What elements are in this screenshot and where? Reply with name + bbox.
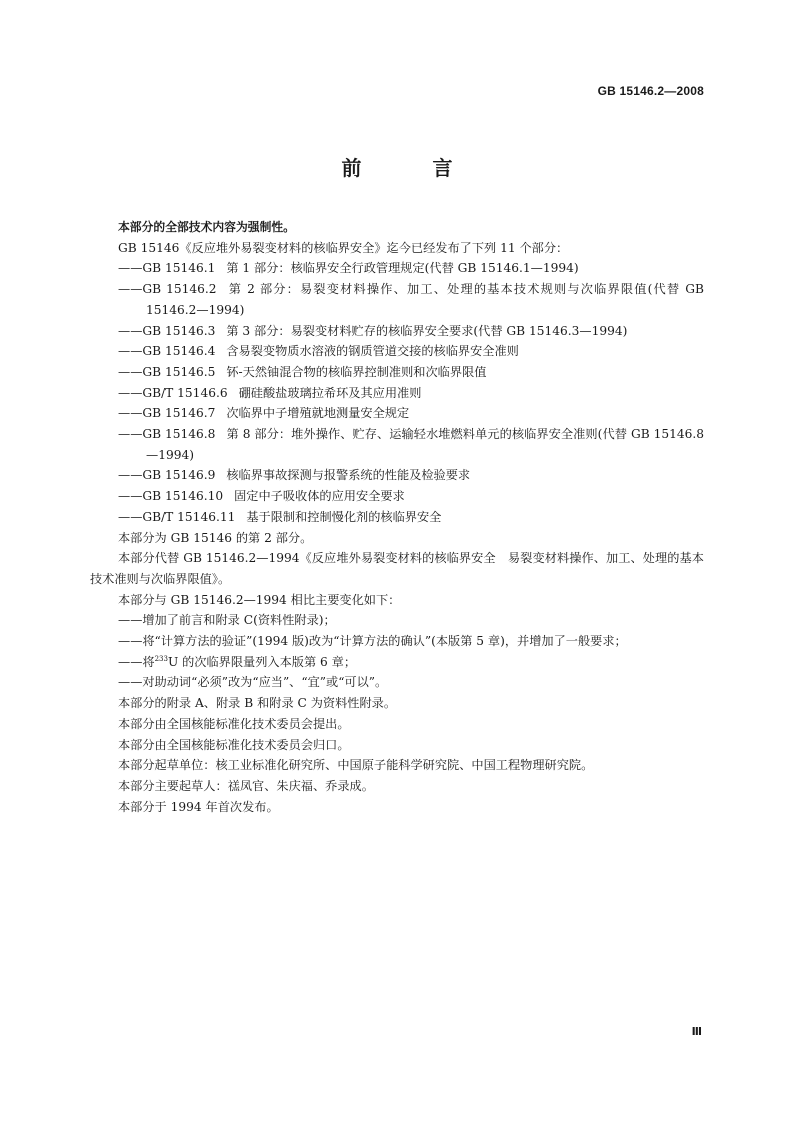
- part-title: 固定中子吸收体的应用安全要求: [234, 489, 405, 504]
- list-item: [90, 341, 704, 362]
- isotope-mass-number: 233: [154, 654, 168, 663]
- part-code: ——GB 15146.8: [118, 427, 216, 442]
- drafters: 本部分主要起草人：禚凤官、朱庆福、乔录成。: [118, 778, 374, 793]
- part-title: 基于限制和控制慢化剂的核临界安全: [246, 509, 442, 524]
- change-prefix: ——将: [118, 654, 155, 669]
- list-item: [90, 507, 704, 528]
- part-code: ——GB 15146.4: [118, 344, 216, 359]
- change-suffix: U 的次临界限量列入本版第 6 章；: [167, 654, 357, 669]
- part-code: ——GB 15146.5: [118, 364, 216, 379]
- part-code: ——GB 15146.9: [118, 468, 216, 483]
- part-title: 核临界事故探测与报警系统的性能及检验要求: [226, 468, 471, 483]
- list-item: ——将“计算方法的验证”(1994 版)改为“计算方法的确认”(本版第 5 章)，并增加了一般要求；: [118, 634, 627, 649]
- part-code: ——GB 15146.3: [118, 323, 216, 338]
- standard-code: GB 15146.2—2008: [597, 84, 704, 98]
- part-title: 硼硅酸盐玻璃拉希环及其应用准则: [238, 385, 422, 400]
- list-item: [90, 258, 704, 279]
- part-title: 次临界中子增殖就地测量安全规定: [226, 406, 410, 421]
- part-statement: 本部分为 GB 15146 的第 2 部分。: [118, 530, 313, 545]
- replaces-statement: 本部分代替 GB 15146.2—1994《反应堆外易裂变材料的核临界安全 易裂变材料操作、加工、处理的基本技术准则与次临界限值》。: [90, 551, 704, 586]
- first-issue: 本部分于 1994 年首次发布。: [118, 799, 279, 814]
- page-number: Ⅲ: [691, 1025, 702, 1038]
- list-item: [90, 486, 704, 507]
- part-code: ——GB 15146.1: [118, 261, 216, 276]
- changes-intro: 本部分与 GB 15146.2—1994 相比主要变化如下：: [118, 592, 401, 607]
- part-title: 第 2 部分：易裂变材料操作、加工、处理的基本技术规则与次临界限值(代替 GB 15146.2—1994): [146, 282, 705, 317]
- mandatory-statement: 本部分的全部技术内容为强制性。: [118, 220, 295, 234]
- managed-by: 本部分由全国核能标准化技术委员会归口。: [118, 737, 350, 752]
- list-item: [90, 383, 704, 404]
- part-title: 第 1 部分：核临界安全行政管理规定(代替 GB 15146.1—1994): [226, 261, 579, 276]
- annex-statement: 本部分的附录 A、附录 B 和附录 C 为资料性附录。: [118, 696, 397, 711]
- part-code: ——GB/T 15146.11: [118, 509, 236, 524]
- list-item: ——对助动词“必须”改为“应当”、“宜”或“可以”。: [118, 675, 388, 690]
- list-item: ——增加了前言和附录 C(资料性附录)；: [118, 613, 336, 628]
- page-title: 前 言: [341, 156, 485, 180]
- list-item: [90, 321, 704, 342]
- part-title: 含易裂变物质水溶液的钢质管道交接的核临界安全准则: [226, 344, 519, 359]
- part-code: ——GB/T 15146.6: [118, 385, 228, 400]
- foreword-body: [90, 217, 704, 817]
- list-item: [90, 652, 704, 673]
- list-item: [90, 362, 704, 383]
- list-item: [90, 465, 704, 486]
- part-code: ——GB 15146.2: [118, 282, 217, 297]
- part-code: ——GB 15146.7: [118, 406, 216, 421]
- changes-list: [90, 610, 704, 693]
- drafting-units: 本部分起草单位：核工业标准化研究所、中国原子能科学研究院、中国工程物理研究院。: [118, 758, 594, 773]
- part-code: ——GB 15146.10: [118, 489, 224, 504]
- parts-list: [90, 258, 704, 527]
- list-item: [90, 424, 704, 465]
- series-intro: GB 15146《反应堆外易裂变材料的核临界安全》迄今已经发布了下列 11 个部分：: [118, 240, 569, 255]
- proposed-by: 本部分由全国核能标准化技术委员会提出。: [118, 716, 350, 731]
- part-title: 第 3 部分：易裂变材料贮存的核临界安全要求(代替 GB 15146.3—1994): [226, 323, 628, 338]
- list-item: [90, 279, 704, 320]
- part-title: 第 8 部分：堆外操作、贮存、运输轻水堆燃料单元的核临界安全准则(代替 GB 15146.8—1994): [146, 427, 704, 462]
- list-item: [90, 403, 704, 424]
- part-title: 钚-天然铀混合物的核临界控制准则和次临界限值: [226, 364, 487, 379]
